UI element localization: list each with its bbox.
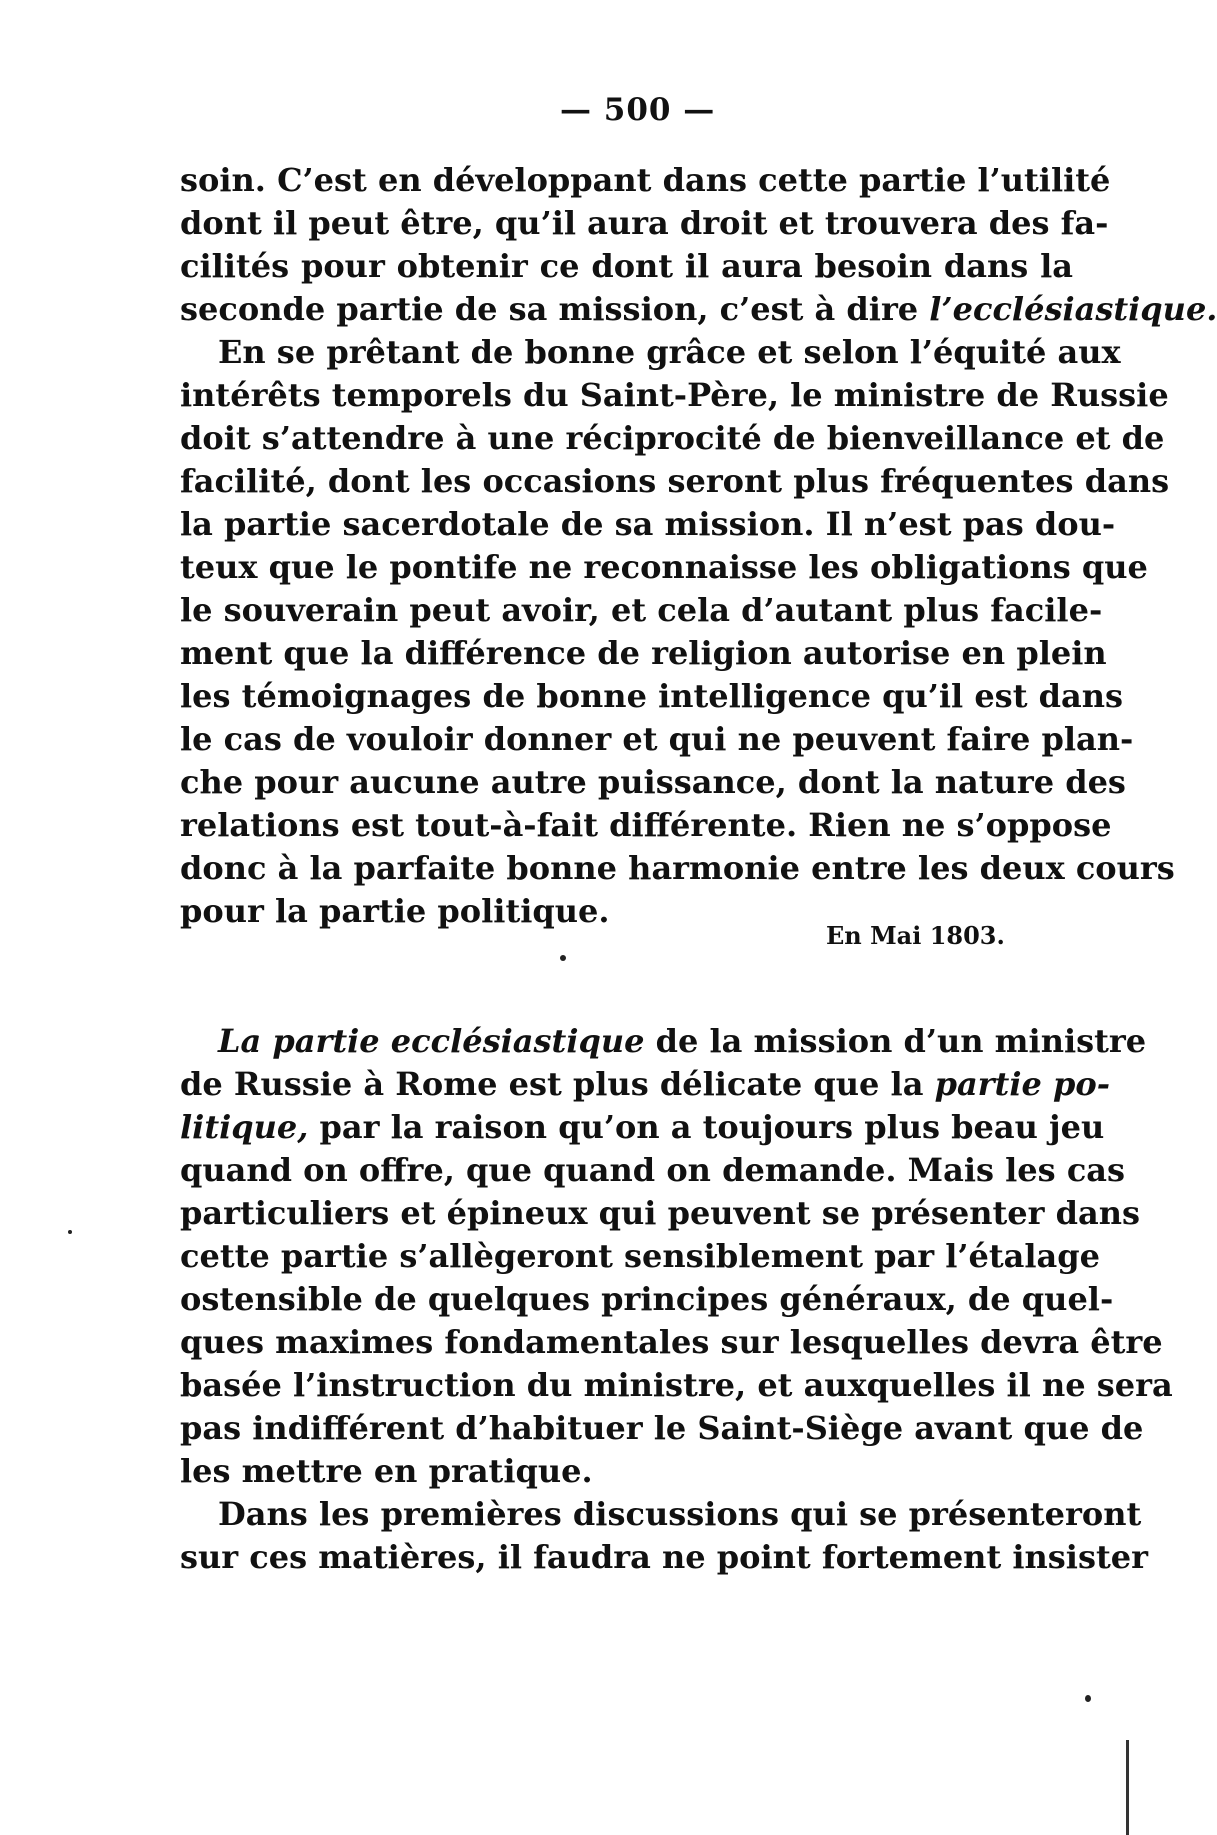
text-line: che pour aucune autre puissance, dont la nature des xyxy=(180,763,1126,801)
text-line xyxy=(218,1021,1147,1061)
text-line: soin. C’est en développant dans cette partie l’utilité xyxy=(180,161,1111,199)
text-line: cette partie s’allègeront sensiblement par l’étalage xyxy=(180,1237,1101,1275)
text-line: teux que le pontife ne reconnaisse les obligations que xyxy=(180,548,1148,586)
text-run: de la mission d’un ministre xyxy=(644,1022,1147,1060)
text-line xyxy=(180,289,1217,329)
text-line: pour la partie politique. xyxy=(180,892,610,930)
text-run: de Russie à Rome est plus délicate que la xyxy=(180,1065,935,1103)
text-line: basée l’instruction du ministre, et auxquelles il ne sera xyxy=(180,1366,1173,1404)
text-line: facilité, dont les occasions seront plus fréquentes dans xyxy=(180,462,1170,500)
scan-edge-mark xyxy=(1126,1740,1129,1835)
text-line: ostensible de quelques principes généraux, de quel- xyxy=(180,1280,1114,1318)
italic-term: La partie ecclésiastique xyxy=(218,1022,645,1060)
text-run: seconde partie de sa mission, c’est à dire xyxy=(180,290,930,328)
text-line: la partie sacerdotale de sa mission. Il n’est pas dou- xyxy=(180,505,1116,543)
text-line: dont il peut être, qu’il aura droit et trouvera des fa- xyxy=(180,204,1109,242)
text-line: le cas de vouloir donner et qui ne peuvent faire plan- xyxy=(180,720,1134,758)
page-number: — 500 — xyxy=(560,92,716,128)
text-line: ques maximes fondamentales sur lesquelles devra être xyxy=(180,1323,1163,1361)
text-line: quand on offre, que quand on demande. Mais les cas xyxy=(180,1151,1126,1189)
italic-term: l’ecclésiastique. xyxy=(929,290,1217,328)
text-run: par la raison qu’on a toujours plus beau jeu xyxy=(308,1108,1105,1146)
text-line: relations est tout-à-fait différente. Rien ne s’oppose xyxy=(180,806,1112,844)
text-line: particuliers et épineux qui peuvent se présenter dans xyxy=(180,1194,1140,1232)
signature-date: En Mai 1803. xyxy=(826,921,1005,950)
text-line: les témoignages de bonne intelligence qu’il est dans xyxy=(180,677,1123,715)
scan-speck xyxy=(1085,1695,1091,1702)
scan-speck xyxy=(560,955,566,961)
text-line: En se prêtant de bonne grâce et selon l’équité aux xyxy=(218,333,1121,371)
text-line: sur ces matières, il faudra ne point fortement insister xyxy=(180,1538,1148,1576)
text-line xyxy=(180,1107,1105,1147)
text-line: intérêts temporels du Saint-Père, le ministre de Russie xyxy=(180,376,1169,414)
text-line: les mettre en pratique. xyxy=(180,1452,593,1490)
text-line: Dans les premières discussions qui se présenteront xyxy=(218,1495,1142,1533)
scan-speck xyxy=(68,1230,72,1234)
text-line: cilités pour obtenir ce dont il aura besoin dans la xyxy=(180,247,1073,285)
text-line: donc à la parfaite bonne harmonie entre les deux cours xyxy=(180,849,1175,887)
text-line: doit s’attendre à une réciprocité de bienveillance et de xyxy=(180,419,1165,457)
text-line: ment que la différence de religion autorise en plein xyxy=(180,634,1107,672)
italic-term: litique, xyxy=(180,1108,309,1146)
text-line: le souverain peut avoir, et cela d’autant plus facile- xyxy=(180,591,1103,629)
text-line: pas indifférent d’habituer le Saint-Siège avant que de xyxy=(180,1409,1144,1447)
text-line xyxy=(180,1064,1110,1104)
italic-term: partie po- xyxy=(934,1065,1110,1103)
